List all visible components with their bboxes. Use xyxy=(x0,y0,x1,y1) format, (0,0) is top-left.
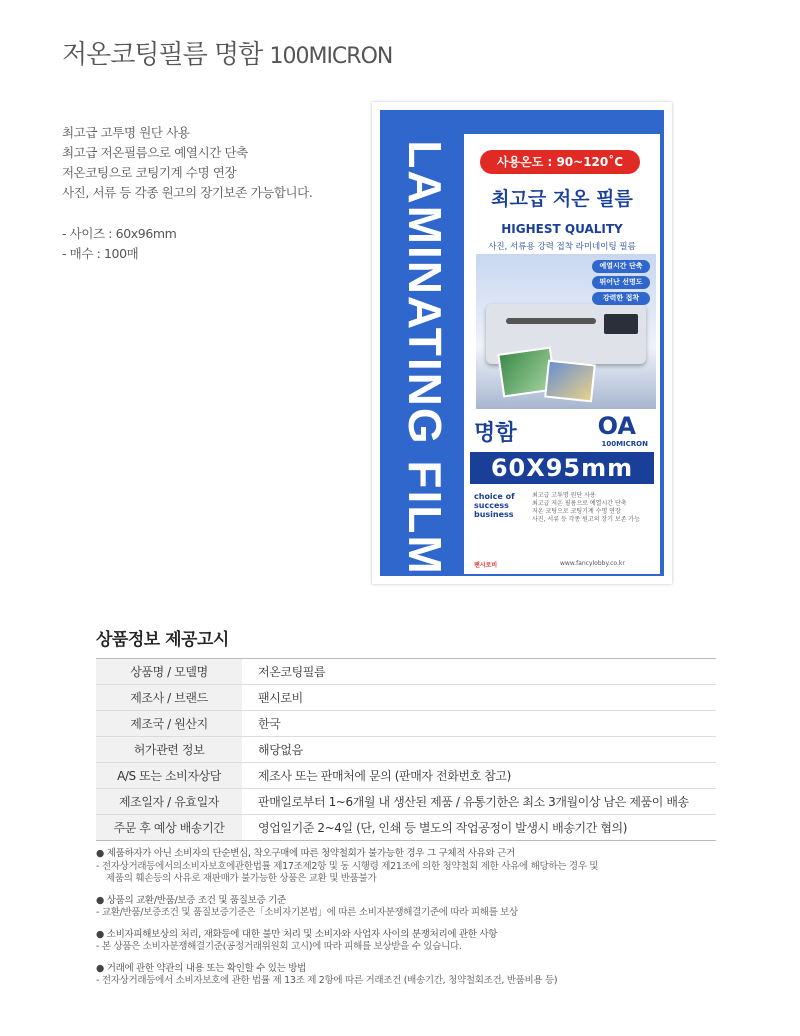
table-row xyxy=(96,789,716,815)
row-label: 제조일자 / 유효일자 xyxy=(96,789,242,815)
laminator-slot xyxy=(506,318,596,324)
row-label: 제조국 / 원산지 xyxy=(96,711,242,737)
package-size: 60X95mm xyxy=(470,452,654,484)
row-label: 주문 후 예상 배송기간 xyxy=(96,815,242,841)
spec-size: - 사이즈 : 60x96mm xyxy=(62,226,177,241)
package-oa: OA xyxy=(597,412,636,440)
product-specs xyxy=(62,224,176,264)
product-image xyxy=(372,102,672,584)
title-suffix: 100MICRON xyxy=(269,44,393,69)
feature-badge: 강력한 접착 xyxy=(592,292,650,305)
package-subtitle: 사진, 서류용 강력 접착 라미네이팅 필름 xyxy=(488,242,636,252)
table-row xyxy=(96,815,716,841)
package-title: 최고급 저온 필름 xyxy=(491,188,633,210)
note-bullet: ● 소비자피해보상의 처리, 재화등에 대한 불만 처리 및 소비자와 사업자 사이의 분쟁처리에 관한 사항 xyxy=(96,928,498,940)
package-background xyxy=(380,110,664,576)
info-heading: 상품정보 제공고시 xyxy=(96,630,229,650)
row-label: 제조사 / 브랜드 xyxy=(96,685,242,711)
table-row xyxy=(96,737,716,763)
note-item xyxy=(96,895,736,920)
note-sub: - 교환/반품/보증조건 및 품질보증기준은「소비자기본법」에 따른 소비자분쟁해결기준에 따라 피해를 보상 xyxy=(96,907,518,918)
row-value: 판매일로부터 1~6개월 내 생산된 제품 / 유통기한은 최소 3개월이상 남은 제품이 배송 xyxy=(242,789,716,815)
table-row xyxy=(96,659,716,685)
note-item xyxy=(96,963,736,988)
description-line: 사진, 서류 등 각종 원고의 장기보존 가능합니다. xyxy=(62,185,313,200)
package-micron: 100MICRON xyxy=(601,440,648,448)
description-line: 최고급 저온필름으로 예열시간 단축 xyxy=(62,145,248,160)
row-label: A/S 또는 소비자상담 xyxy=(96,763,242,789)
policy-notes xyxy=(96,848,736,997)
note-sub: 제품의 훼손등의 사유로 재판매가 불가능한 상품은 교환 및 반품불가 xyxy=(106,873,377,884)
note-bullet: ● 거래에 관한 약관의 내용 또는 확인할 수 있는 방법 xyxy=(96,962,307,974)
package-panel xyxy=(464,134,660,574)
table-row xyxy=(96,763,716,789)
row-value: 해당없음 xyxy=(242,737,716,763)
page-title xyxy=(62,34,392,71)
row-value: 한국 xyxy=(242,711,716,737)
note-bullet: ● 제품하자가 아닌 소비자의 단순변심, 착오구매에 따른 청약철회가 불가능한 경우 그 구체적 사유와 근거 xyxy=(96,848,515,859)
row-value: 팬시로비 xyxy=(242,685,716,711)
description-line: 최고급 고투명 원단 사용 xyxy=(62,125,190,140)
title-main: 저온코팅필름 명함 xyxy=(62,40,263,70)
laminated-photo xyxy=(544,360,596,403)
note-sub: - 본 상품은 소비자분쟁해결기준(공정거래위원회 고시)에 따라 피해를 보상받을 수 있습니다. xyxy=(96,941,462,952)
package-mini-text: 최고급 고투명 원단 사용 최고급 저온 필름으로 예열시간 단축 저온 코팅으로 코팅기계 수명 연장 사진, 서류 등 각종 원고의 장기 보존 가능 xyxy=(532,492,640,523)
note-item xyxy=(96,929,736,954)
table-row xyxy=(96,685,716,711)
row-label: 허가관련 정보 xyxy=(96,737,242,763)
package-quality: HIGHEST QUALITY xyxy=(501,222,623,236)
temp-badge: 사용온도 : 90~120˚C xyxy=(480,150,640,174)
row-value: 영업일기준 2~4일 (단, 인쇄 등 별도의 작업공정이 발생시 배송기간 협의) xyxy=(242,815,716,841)
package-choice: choice of success business xyxy=(474,492,515,519)
laminator-display xyxy=(604,314,638,334)
note-sub: - 전자상거래등에서의소비자보호에관한법률 제17조제2항 및 동 시행령 제21조에 의한 청약철회 제한 사유에 해당하는 경우 및 xyxy=(96,860,599,872)
feature-badge: 예열시간 단축 xyxy=(592,260,650,273)
laminator-photo xyxy=(476,254,656,409)
note-sub: - 전자상거래등에서 소비자보호에 관한 법률 제 13조 제 2항에 따른 거래조건 (배송기간, 청약철회조건, 반품비용 등) xyxy=(96,975,558,986)
feature-badge: 뛰어난 선명도 xyxy=(592,276,650,289)
row-label: 상품명 / 모델명 xyxy=(96,659,242,685)
package-name: 명함 xyxy=(474,421,517,446)
spec-count: - 매수 : 100매 xyxy=(62,246,139,261)
package-brand: 팬시로비 xyxy=(474,562,498,569)
note-item xyxy=(96,848,736,886)
package-vertical-text: LAMINATING FILM xyxy=(399,140,451,576)
product-description xyxy=(62,123,312,203)
table-row xyxy=(96,711,716,737)
row-value: 제조사 또는 판매처에 문의 (판매자 전화번호 참고) xyxy=(242,763,716,789)
note-bullet: ● 상품의 교환/반품/보증 조건 및 품질보증 기준 xyxy=(96,894,286,906)
product-info-table xyxy=(96,658,716,841)
row-value: 저온코팅필름 xyxy=(242,659,716,685)
description-line: 저온코팅으로 코팅기계 수명 연장 xyxy=(62,165,237,180)
package-url: www.fancylobby.co.kr xyxy=(560,560,625,567)
